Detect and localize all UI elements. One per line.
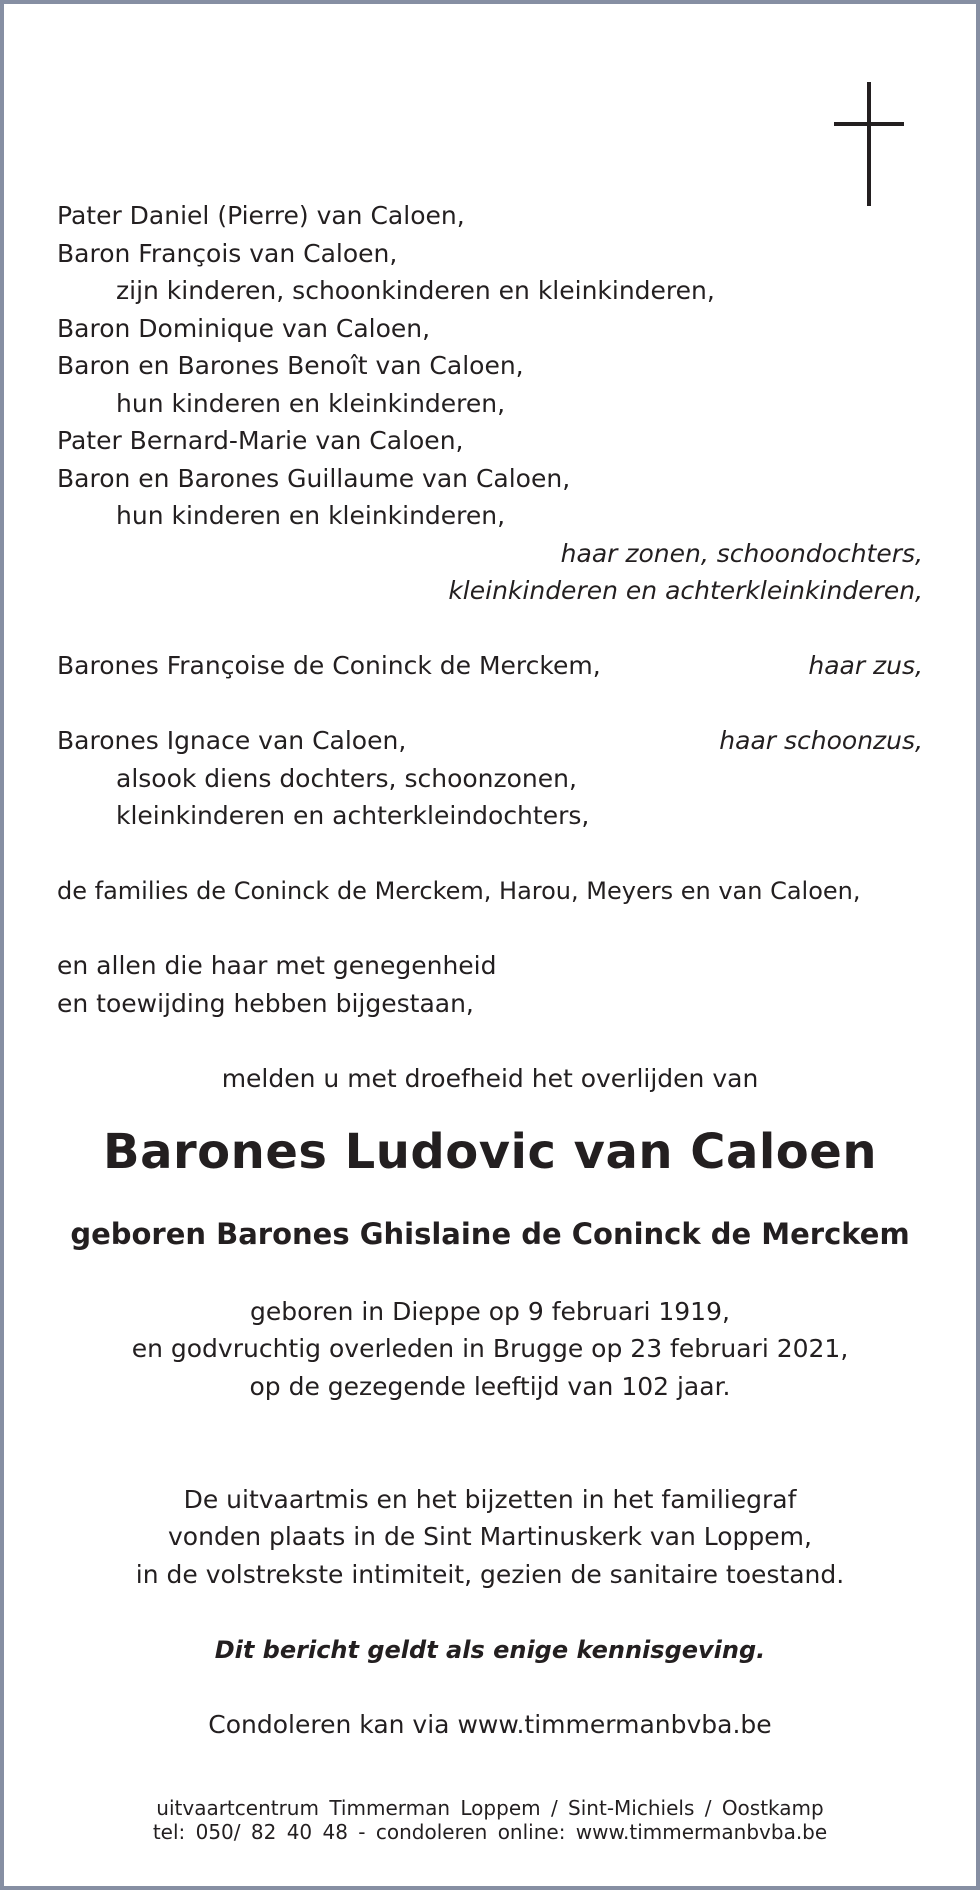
footer-contact: tel: 050/ 82 40 48 - condoleren online: www.timmermanbvba.be [152,1820,828,1844]
family-line: hun kinderen en kleinkinderen, [116,501,506,530]
ceremony-line: De uitvaartmis en het bijzetten in het familiegraf [183,1485,797,1514]
sister-name: Barones Françoise de Coninck de Merckem, [57,651,601,680]
carers-line: en toewijding hebben bijgestaan, [57,989,474,1018]
announce-text: melden u met droefheid het overlijden van [221,1064,759,1093]
families-line: de families de Coninck de Merckem, Harou, Meyers en van Caloen, [57,877,861,905]
family-line: hun kinderen en kleinkinderen, [116,389,506,418]
cross-icon [834,82,904,206]
sister-in-law-line: alsook diens dochters, schoonzonen, [116,764,577,793]
ceremony-line: in de volstrekste intimiteit, gezien de sanitaire toestand. [135,1560,845,1589]
sister-relation: haar zus, [808,651,923,680]
sister-in-law-name: Barones Ignace van Caloen, [57,726,407,755]
family-line: Baron François van Caloen, [57,239,398,268]
ceremony-line: vonden plaats in de Sint Martinuskerk van Loppem, [168,1522,812,1551]
family-line: Pater Daniel (Pierre) van Caloen, [57,201,465,230]
deceased-name: Barones Ludovic van Caloen [103,1124,877,1180]
condolences-text: Condoleren kan via www.timmermanbvba.be [208,1710,772,1739]
deceased-maiden-name: geboren Barones Ghislaine de Coninck de Merckem [70,1217,910,1251]
sister-in-law-relation: haar schoonzus, [719,726,923,755]
age-line: op de gezegende leeftijd van 102 jaar. [249,1372,731,1401]
birth-date-line: geboren in Dieppe op 9 februari 1919, [250,1297,730,1326]
notice-text: Dit bericht geldt als enige kennisgeving. [214,1636,766,1664]
carers-line: en allen die haar met genegenheid [57,951,497,980]
family-line: zijn kinderen, schoonkinderen en kleinkinderen, [116,276,715,305]
family-line: Pater Bernard-Marie van Caloen, [57,426,464,455]
family-line: Baron en Barones Benoît van Caloen, [57,351,524,380]
relation-sons: haar zonen, schoondochters, [560,539,923,568]
footer-funeral-home: uitvaartcentrum Timmerman Loppem / Sint-Michiels / Oostkamp [156,1796,824,1820]
family-line: Baron en Barones Guillaume van Caloen, [57,464,571,493]
sister-in-law-line: kleinkinderen en achterkleindochters, [116,801,590,830]
family-line: Baron Dominique van Caloen, [57,314,431,343]
relation-grandchildren: kleinkinderen en achterkleinkinderen, [448,576,923,605]
death-date-line: en godvruchtig overleden in Brugge op 23 februari 2021, [131,1334,849,1363]
